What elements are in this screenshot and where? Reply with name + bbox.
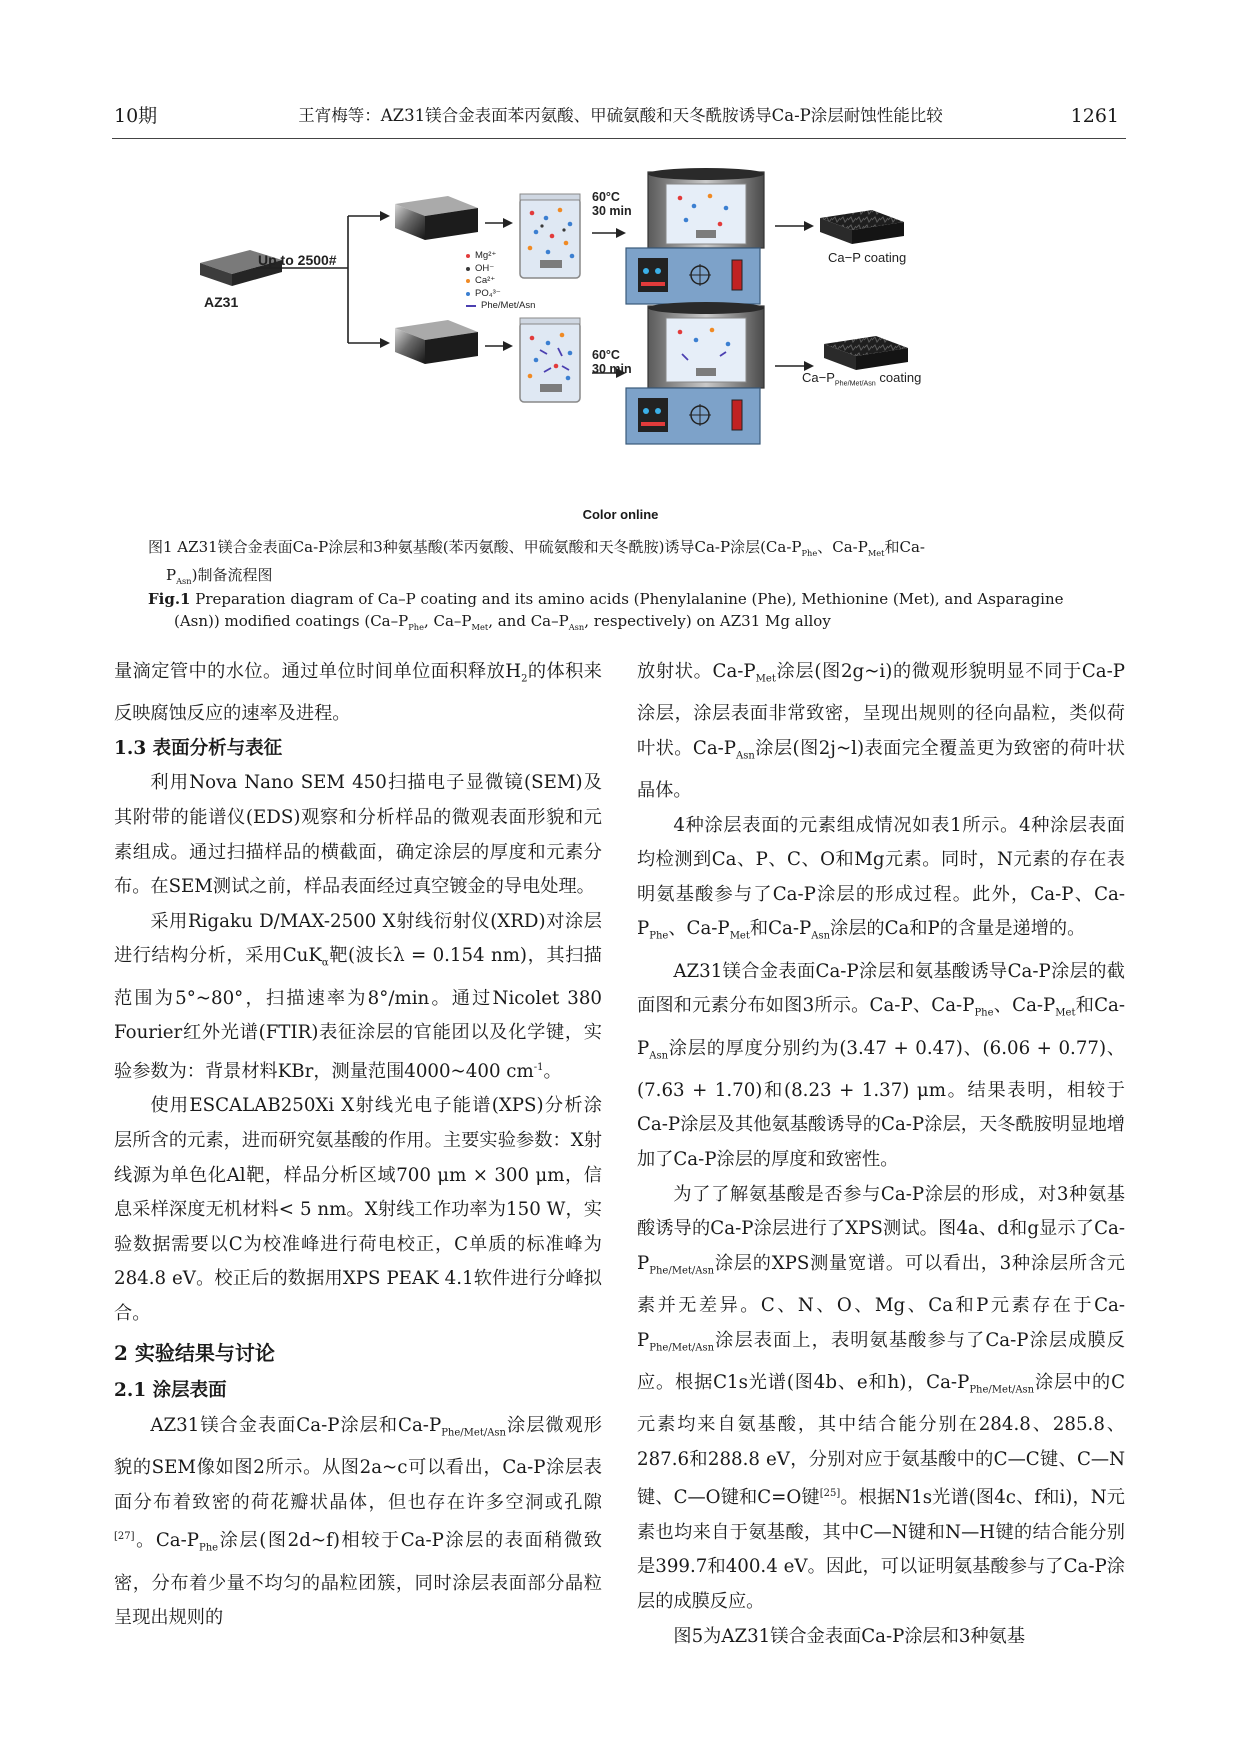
paragraph-sem: 利用Nova Nano SEM 450扫描电子显微镜(SEM)及其附带的能谱仪(EDS)观察和分析样品的微观表面形貌和元素组成。通过扫描样品的横截面，确定涂层的厚度和元素分布。在SEM测试之前，样品表面经过真空镀金的导电处理。	[114, 772, 602, 898]
legend-label: PO₄³⁻	[475, 287, 501, 299]
paragraph-coating-surface: AZ31镁合金表面Ca-P涂层和$Ca-P_{Phe/Met/Asn}$涂层微观形貌的SEM像如图2所示。从图2a~c可以看出，Ca-P涂层表面分布着致密的荷花瓣状晶体，但也存在许多空洞或孔隙[27]。$Ca-P_{Phe}$涂层(图2d~f)相较于Ca-P涂层的表面稍微致密，分布着少量不均匀的晶粒团簇，同时涂层表面部分晶粒呈现出规则的	[114, 1414, 602, 1629]
header-rule	[112, 138, 1126, 139]
section-2-heading: 2 实验结果与讨论	[114, 1340, 275, 1365]
temp-label-bottom: 60°C	[592, 348, 620, 362]
running-title: 王宵梅等：AZ31镁合金表面苯丙氨酸、甲硫氨酸和天冬酰胺诱导Ca-P涂层耐蚀性能比较	[298, 106, 943, 125]
journal-issue: 10期	[114, 105, 158, 127]
az31-label: AZ31	[204, 294, 239, 310]
coating-block-top	[820, 210, 904, 244]
paragraph-xrd-ftir: 采用Rigaku D/MAX-2500 X射线衍射仪(XRD)对涂层进行结构分析，采用CuK$_\alpha$靶(波长λ = 0.154 nm)，其扫描范围为5°~80°，扫描速率为8°/min。通过Nicolet 380 Fourier红外光谱(FTIR)表征涂层的官能团以及化学键，实验参数为：背景材料KBr，测量范围4000~400 $cm^{-1}$。	[114, 910, 602, 1082]
paragraph-figure5-intro: 图5为AZ31镁合金表面Ca-P涂层和3种氨基	[673, 1625, 1026, 1647]
legend-swatch	[466, 254, 470, 258]
legend-label: Mg²⁺	[475, 250, 497, 261]
body-left-column	[114, 655, 602, 1636]
color-online-note: Color online	[582, 507, 659, 522]
page-number: 1261	[1070, 105, 1119, 127]
legend-item	[466, 263, 535, 276]
paragraph-morphology: 放射状。$Ca-P_{Met}$涂层(图2g~i)的微观形貌明显不同于Ca-P涂层，涂层表面非常致密，呈现出规则的径向晶粒，类似荷叶状。$Ca-P_{Asn}$涂层(图2j~l)表面完全覆盖更为致密的荷叶状晶体。	[637, 661, 1125, 802]
legend-item	[466, 250, 535, 263]
legend-item	[466, 300, 535, 313]
paragraph-cross-section: AZ31镁合金表面Ca-P涂层和氨基酸诱导Ca-P涂层的截面图和元素分布如图3所示。Ca-P、$Ca-P_{Phe}$、$Ca-P_{Met}$和$Ca-P_{Asn}$涂层的厚度分别约为(3.47 + 0.47)、(6.06 + 0.77)、(7.63 + 1.70)和(8.23 + 1.37) μm。结果表明，相较于Ca-P涂层及其他氨基酸诱导的Ca-P涂层，天冬酰胺明显地增加了Ca-P涂层的厚度和致密性。	[637, 960, 1125, 1170]
figure-caption-english: Fig.1 Preparation diagram of Ca–P coating and its amino acids (Phenylalanine (Phe), Methionine (Met), and Asparagine (Asn)) modified coatings ($Ca-P_{Phe}$, $Ca-P_{Met}$, and $Ca-P_{Asn}$, respectively) on AZ31 Mg alloy	[148, 590, 1064, 632]
paragraph-element-composition: 4种涂层表面的元素组成情况如表1所示。4种涂层表面均检测到Ca、P、C、O和Mg元素。同时，N元素的存在表明氨基酸参与了Ca-P涂层的形成过程。此外，Ca-P、$Ca-P_{Phe}$、$Ca-P_{Met}$和$Ca-P_{Asn}$涂层的Ca和P的含量是递增的。	[637, 814, 1125, 943]
legend-swatch	[466, 305, 476, 307]
beaker-bottom	[520, 318, 580, 402]
legend-label: OH⁻	[475, 262, 495, 274]
figure-1-preparation-diagram	[200, 168, 1060, 500]
grinding-label: Up to 2500#	[258, 252, 337, 268]
body-right-column	[637, 655, 1125, 1654]
legend-item	[466, 288, 535, 301]
figure-legend	[466, 250, 535, 313]
coating-block-bottom	[824, 336, 908, 370]
heater-bottom	[626, 302, 764, 444]
polished-block-top	[395, 196, 478, 240]
section-2-1-heading: 2.1 涂层表面	[114, 1380, 227, 1402]
legend-item	[466, 275, 535, 288]
legend-swatch	[466, 279, 470, 283]
branch-arrows	[256, 211, 390, 348]
legend-swatch	[466, 267, 470, 271]
figure-caption-chinese: 图1 AZ31镁合金表面Ca-P涂层和3种氨基酸(苯丙氨酸、甲硫氨酸和天冬酰胺)诱导Ca-P涂层($Ca-P_{Phe}$、$Ca-P_{Met}$和Ca- $P_{Asn}$)制备流程图	[148, 538, 925, 586]
legend-label: Phe/Met/Asn	[481, 300, 536, 311]
arrows-to-coatings	[775, 221, 814, 371]
time-label-bottom: 30 min	[592, 362, 632, 376]
paragraph-xps-results: 为了了解氨基酸是否参与Ca-P涂层的形成，对3种氨基酸诱导的Ca-P涂层进行了XPS测试。图4a、d和g显示了$Ca-P_{Phe/Met/Asn}$涂层的XPS测量宽谱。可以看出，3种涂层所含元素并无差异。C、N、O、Mg、Ca和P元素存在于$Ca-P_{Phe/Met/Asn}$涂层表面上，表明氨基酸参与了Ca-P涂层成膜反应。根据C1s光谱(图4b、e和h)，$Ca-P_{Phe/Met/Asn}$涂层中的C元素均来自氨基酸，其中结合能分别在284.8、285.8、287.6和288.8 eV，分别对应于氨基酸中的C—C键、C—N键、C—O键和C=O键[25]。根据N1s光谱(图4c、f和i)，N元素也均来自于氨基酸，其中C—N键和N—H键的结合能分别是399.7和400.4 eV。因此，可以证明氨基酸参与了Ca-P涂层的成膜反应。	[637, 1183, 1125, 1613]
legend-swatch	[466, 292, 470, 296]
heater-top	[626, 168, 764, 304]
ca-p-aa-coating-label: $Ca-P_{Phe/Met/Asn}$ coating	[802, 370, 922, 388]
paragraph-xps: 使用ESCALAB250Xi X射线光电子能谱(XPS)分析涂层所含的元素，进而研究氨基酸的作用。主要实验参数：X射线源为单色化Al靶，样品分析区域700 μm × 300 μm，信息采样深度无机材料< 5 nm。X射线工作功率为150 W，实验数据需要以C为校准峰进行荷电校正，C单质的标准峰为284.8 eV。校正后的数据用XPS PEAK 4.1软件进行分峰拟合。	[114, 1095, 602, 1325]
temp-label-top: 60°C	[592, 190, 620, 204]
section-1-3-heading: 1.3 表面分析与表征	[114, 737, 283, 759]
paragraph-hydrogen-evolution: 量滴定管中的水位。通过单位时间单位面积释放$H_2$的体积来反映腐蚀反应的速率及进程。	[114, 661, 602, 725]
ca-p-coating-label: Ca−P coating	[828, 250, 907, 265]
polished-block-bottom	[395, 320, 478, 364]
time-label-top: 30 min	[592, 204, 632, 218]
legend-label: Ca²⁺	[475, 275, 496, 286]
